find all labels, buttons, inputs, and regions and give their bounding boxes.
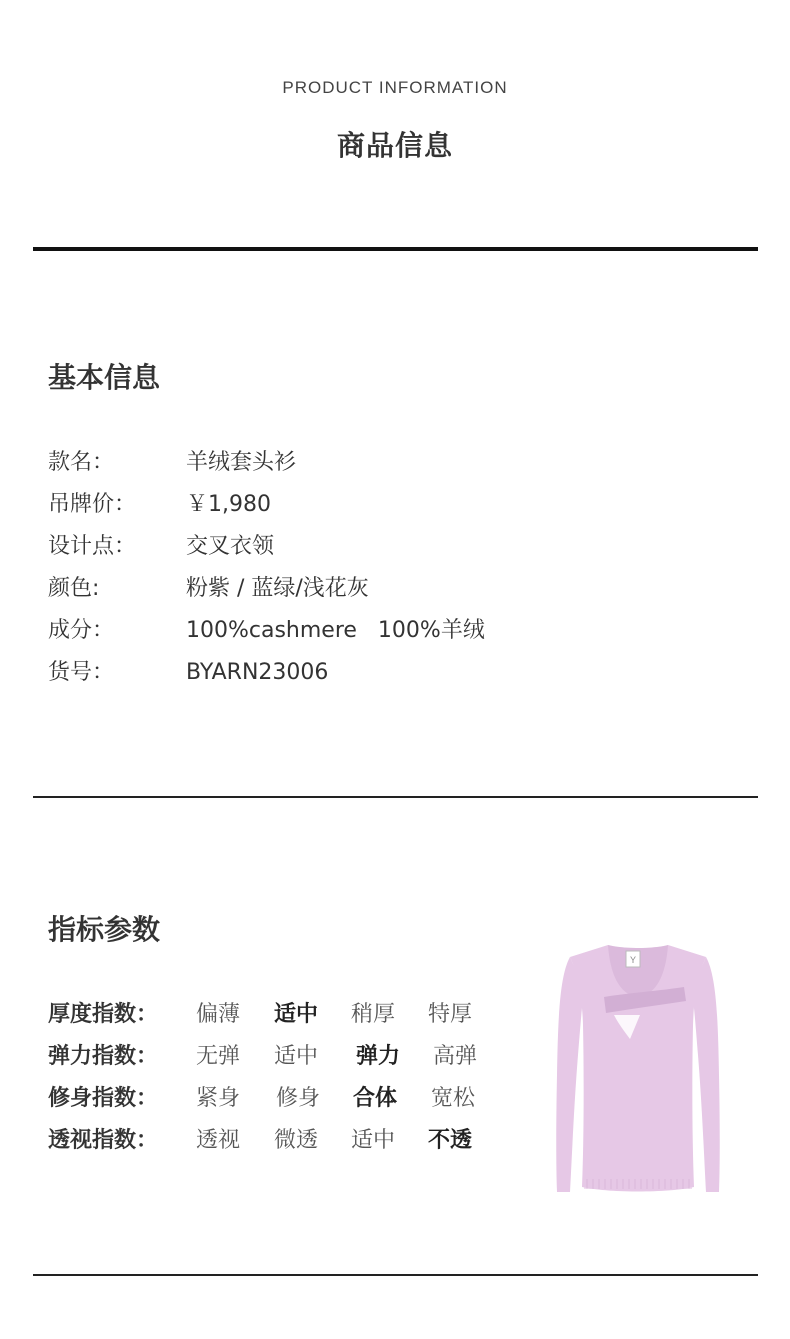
svg-text:Y: Y [629,955,637,965]
header-divider [33,247,758,251]
param-option: 高弹 [433,1044,478,1069]
basic-info-title: 基本信息 [48,361,161,394]
info-value: 粉紫 / 蓝绿/浅花灰 [186,576,369,601]
param-option: 特厚 [428,1002,473,1027]
param-option: 合体 [353,1086,398,1111]
param-option: 适中 [351,1128,396,1153]
info-label: 成分： [48,618,115,643]
info-value: 交叉衣领 [186,534,275,559]
param-option: 宽松 [431,1086,476,1111]
info-label: 吊牌价： [48,492,137,517]
param-label: 厚度指数： [48,1002,159,1027]
footer-divider [33,1274,758,1276]
param-option: 紧身 [196,1086,241,1111]
info-value: 羊绒套头衫 [186,450,297,475]
param-option: 弹力 [356,1044,401,1069]
info-value: 100%cashmere 100%羊绒 [186,618,485,643]
param-option: 适中 [274,1044,319,1069]
params-title: 指标参数 [48,913,161,946]
header-title-en: PRODUCT INFORMATION [282,78,508,97]
param-option: 偏薄 [196,1002,241,1027]
header-title-cn: 商品信息 [336,129,453,162]
info-value: BYARN23006 [186,660,329,685]
info-label: 货号： [48,660,115,685]
param-label: 修身指数： [48,1086,159,1111]
info-label: 设计点： [48,534,137,559]
product-image [548,935,728,1200]
param-option: 不透 [428,1128,473,1153]
param-label: 弹力指数： [48,1044,159,1069]
param-option: 透视 [196,1128,241,1153]
param-label: 透视指数： [48,1128,159,1153]
info-value: ￥1,980 [186,492,271,517]
param-option: 稍厚 [351,1002,396,1027]
section-divider [33,796,758,798]
param-option: 适中 [274,1002,319,1027]
info-label: 款名： [48,450,115,475]
param-option: 微透 [274,1128,319,1153]
param-option: 无弹 [196,1044,241,1069]
param-option: 修身 [276,1086,321,1111]
info-label: 颜色: [48,576,100,601]
sweater-icon [548,935,728,1200]
